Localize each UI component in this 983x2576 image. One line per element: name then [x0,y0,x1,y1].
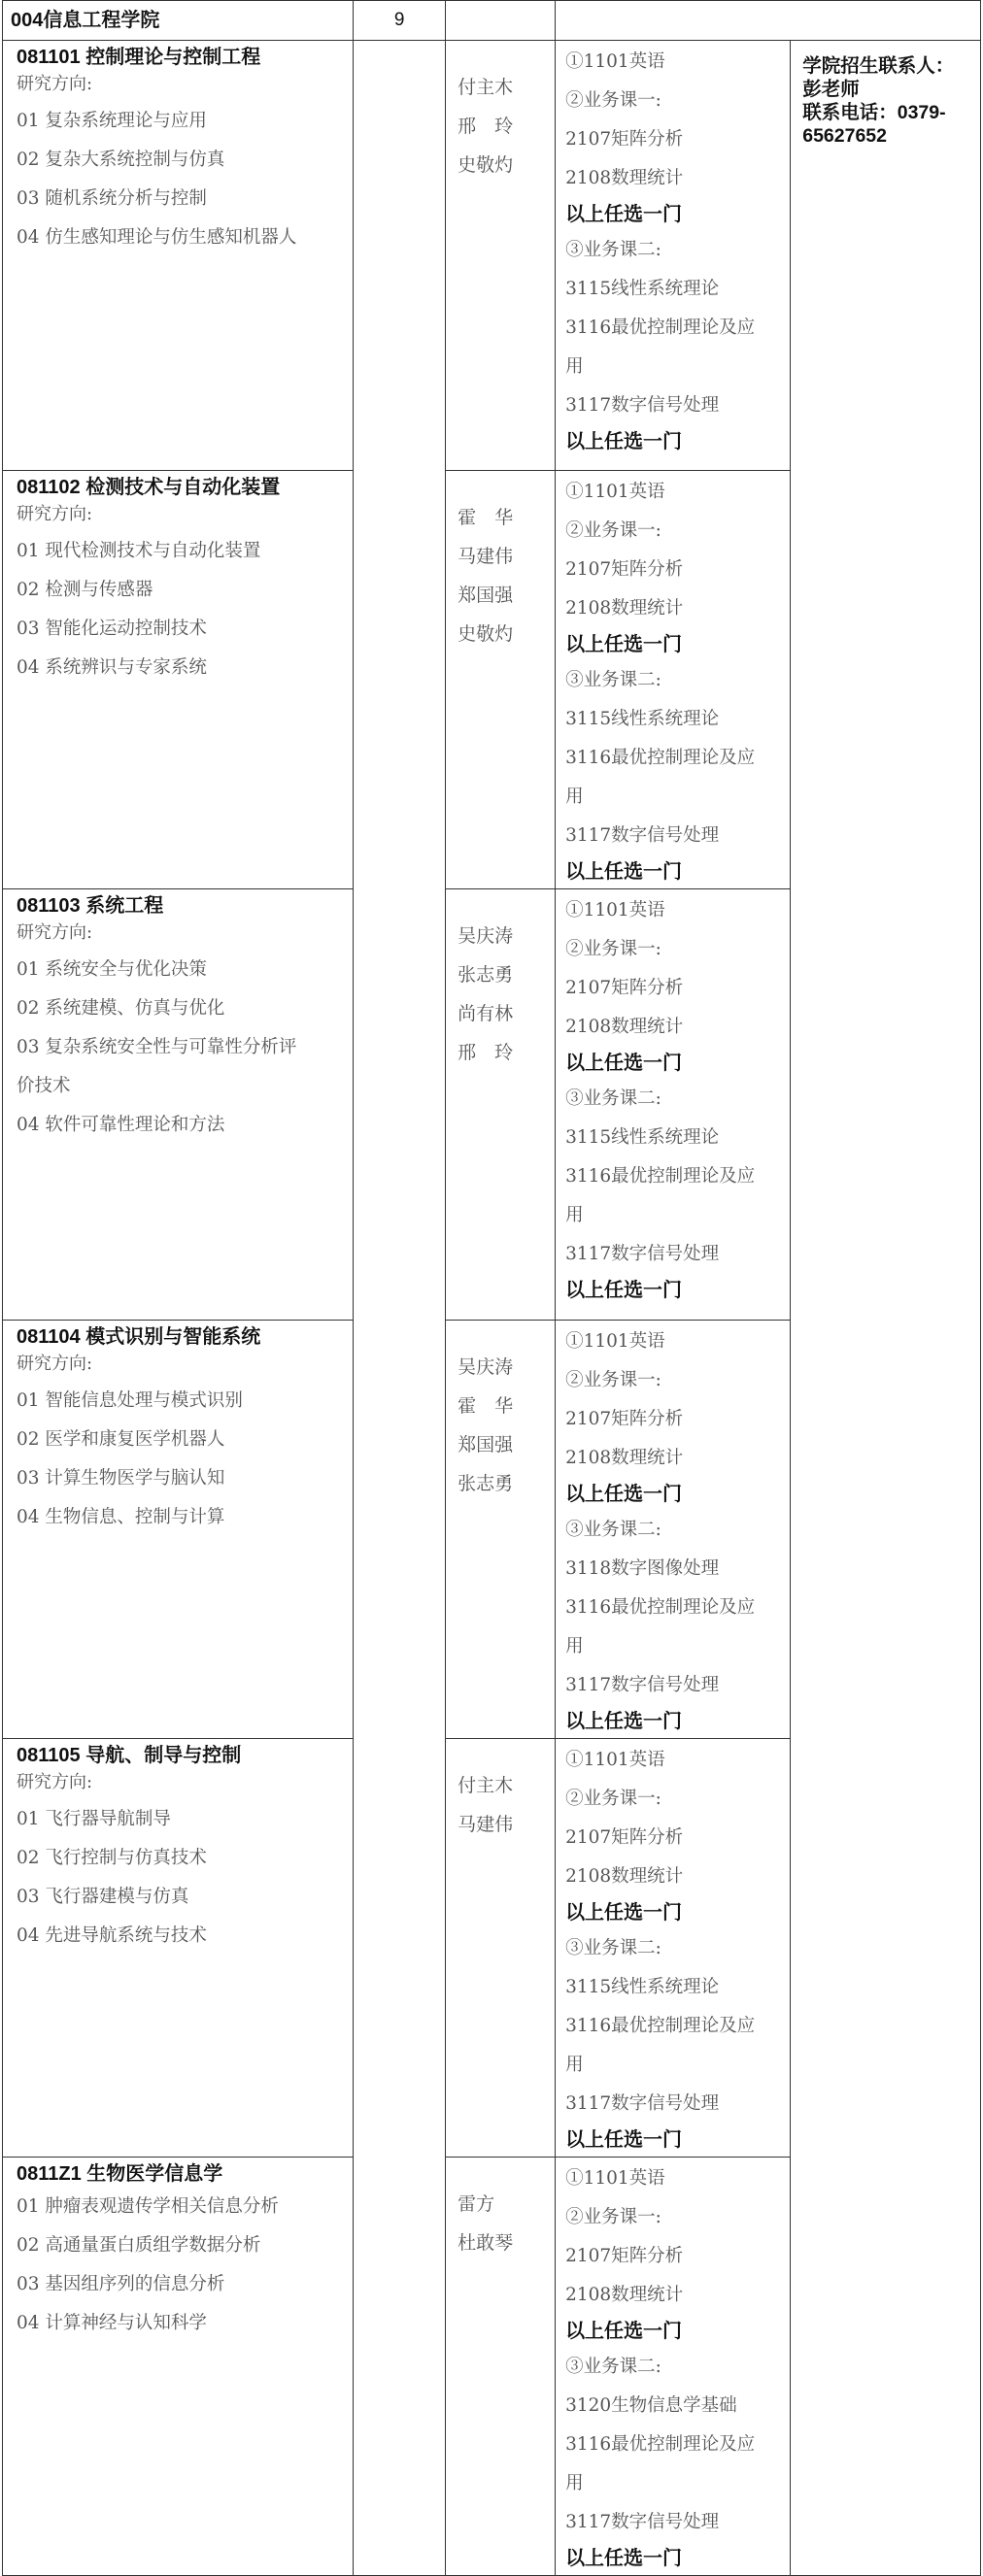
major-cell [3,471,354,889]
research-direction-label: 研究方向: [17,504,93,524]
exam-subject: ③业务课二: [565,1088,661,1109]
exam-subjects-cell [556,889,791,1321]
header-blank-cell [556,1,981,41]
contact-line: 彭老师 [802,79,860,100]
exam-subject: 2107矩阵分析 [565,978,684,998]
research-direction-item: 03 计算生物医学与脑认知 [17,1468,225,1489]
exam-subject: 2108数理统计 [565,598,684,619]
research-direction-label: 研究方向: [17,922,93,943]
exam-subject: ③业务课二: [565,240,661,260]
exam-subject: ①1101英语 [565,2168,665,2189]
research-direction-item: 02 医学和康复医学机器人 [17,1429,225,1450]
advisor-name: 付主木 [458,77,514,98]
major-title: 081103 系统工程 [17,895,164,917]
advisor-name: 郑国强 [458,1434,514,1455]
research-direction-label: 研究方向: [17,74,93,94]
exam-subject-list [556,889,790,1307]
exam-subject: 3116最优控制理论及应 [565,2016,756,2036]
advisors-cell [446,471,556,889]
exam-subject: ②业务课一: [565,1789,661,1809]
exam-subject: 用 [565,786,584,807]
exam-subject: ①1101英语 [565,1331,665,1352]
research-direction-item: 03 基因组序列的信息分析 [17,2274,225,2294]
exam-subject: 3117数字信号处理 [565,1244,720,1264]
research-direction-item: 04 软件可靠性理论和方法 [17,1115,225,1135]
exam-subject: ①1101英语 [565,482,665,502]
research-direction-list [3,1800,353,1956]
admissions-table-page [2,0,981,2569]
advisors-cell [446,1321,556,1739]
research-direction-list [3,1382,353,1537]
exam-subject: 3116最优控制理论及应 [565,2434,756,2455]
exam-subject: 3116最优控制理论及应 [565,318,756,338]
advisor-list [446,1321,555,1503]
exam-subject: 用 [565,2473,584,2493]
advisor-name: 张志勇 [458,964,514,986]
advisor-list [446,1739,555,1844]
exam-subject: 2107矩阵分析 [565,559,684,580]
advisor-name: 史敬灼 [458,154,514,176]
contact-line: 联系电话：0379- [802,102,946,123]
advisor-list [446,41,555,184]
exam-subject: 2108数理统计 [565,2285,684,2305]
exam-subject: ②业务课一: [565,520,661,541]
advisor-name: 吴庆涛 [458,925,514,947]
exam-subjects-cell [556,471,791,889]
advisor-list [446,889,555,1072]
advisor-name: 邢 玲 [458,116,514,137]
exam-subject: ③业务课二: [565,1938,661,1958]
exam-subjects-cell [556,2158,791,2576]
major-title: 0811Z1 生物医学信息学 [17,2163,223,2185]
research-direction-item: 价技术 [17,1076,71,1096]
exam-subjects-cell [556,1321,791,1739]
exam-subject: ③业务课二: [565,670,661,690]
enrollment-count: 9 [393,10,405,30]
exam-subject-list [556,41,790,458]
major-cell [3,889,354,1321]
research-direction-item: 02 高通量蛋白质组学数据分析 [17,2235,261,2256]
exam-choice-note: 以上任选一门 [565,2129,683,2151]
exam-subject: 3115线性系统理论 [565,1977,720,1997]
exam-choice-note: 以上任选一门 [565,634,683,655]
exam-subject: 3117数字信号处理 [565,1675,720,1695]
research-direction-list [3,532,353,687]
research-direction-item: 03 随机系统分析与控制 [17,188,207,209]
exam-subject: 3120生物信息学基础 [565,2395,737,2416]
exam-subject: 3115线性系统理论 [565,709,720,729]
major-cell [3,1321,354,1739]
research-direction-item: 01 现代检测技术与自动化装置 [17,541,261,561]
major-title: 081104 模式识别与智能系统 [17,1326,261,1348]
exam-subject: ③业务课二: [565,1520,661,1540]
exam-subject: 3117数字信号处理 [565,2512,720,2532]
exam-choice-note: 以上任选一门 [565,2321,683,2342]
exam-subject: 用 [565,356,584,377]
contact-line: 学院招生联系人： [802,55,955,77]
research-direction-item: 01 肿瘤表观遗传学相关信息分析 [17,2196,279,2217]
exam-choice-note: 以上任选一门 [565,861,683,883]
exam-subject: 3116最优控制理论及应 [565,1597,756,1618]
major-title: 081102 检测技术与自动化装置 [17,477,281,498]
exam-subject: 3115线性系统理论 [565,279,720,299]
exam-subject: ③业务课二: [565,2357,661,2377]
exam-subject: 3117数字信号处理 [565,825,720,846]
advisor-name: 付主木 [458,1775,514,1796]
exam-subject: 用 [565,2055,584,2075]
header-blank-cell [446,1,556,41]
advisors-cell [446,41,556,471]
college-name: 004信息工程学院 [11,10,160,31]
advisor-name: 杜敢琴 [458,2232,514,2254]
advisors-cell [446,2158,556,2576]
research-direction-item: 04 系统辨识与专家系统 [17,657,207,678]
advisor-name: 吴庆涛 [458,1356,514,1378]
exam-subject: ②业务课一: [565,90,661,111]
major-row [3,41,981,471]
advisor-name: 马建伟 [458,1814,514,1835]
research-direction-item: 01 复杂系统理论与应用 [17,111,207,131]
exam-choice-note: 以上任选一门 [565,1902,683,1924]
exam-subject: ①1101英语 [565,900,665,920]
exam-choice-note: 以上任选一门 [565,1053,683,1074]
contact-cell [791,41,981,2576]
advisor-name: 邢 玲 [458,1042,514,1063]
research-direction-list [3,2188,353,2343]
exam-subject: 3118数字图像处理 [565,1558,720,1579]
research-direction-item: 03 智能化运动控制技术 [17,619,207,639]
exam-subject: 2107矩阵分析 [565,129,684,150]
exam-subject: 用 [565,1636,584,1656]
advisor-name: 张志勇 [458,1473,514,1494]
advisor-name: 霍 华 [458,507,514,528]
research-direction-item: 02 飞行控制与仿真技术 [17,1848,207,1868]
research-direction-item: 02 检测与传感器 [17,580,153,600]
exam-subjects-cell [556,41,791,471]
enrollment-blank-cell [354,41,446,2576]
exam-subject: 2108数理统计 [565,1017,684,1037]
exam-choice-note: 以上任选一门 [565,1711,683,1732]
exam-subjects-cell [556,1739,791,2158]
research-direction-item: 03 飞行器建模与仿真 [17,1887,189,1907]
exam-subject: ②业务课一: [565,2207,661,2227]
major-cell [3,41,354,471]
advisor-name: 史敬灼 [458,623,514,645]
research-direction-item: 01 飞行器导航制导 [17,1809,171,1829]
major-cell [3,1739,354,2158]
exam-subject: 用 [565,1205,584,1225]
exam-subject: 2108数理统计 [565,168,684,188]
advisor-name: 郑国强 [458,585,514,606]
major-title: 081105 导航、制导与控制 [17,1745,242,1766]
exam-choice-note: 以上任选一门 [565,204,683,225]
research-direction-item: 02 复杂大系统控制与仿真 [17,150,225,170]
advisor-list [446,2158,555,2262]
advisor-list [446,471,555,653]
research-direction-list [3,951,353,1145]
major-cell [3,2158,354,2576]
admissions-contact [791,41,980,148]
exam-subject: 2108数理统计 [565,1448,684,1468]
exam-subject: 3116最优控制理论及应 [565,1166,756,1187]
research-direction-item: 01 智能信息处理与模式识别 [17,1390,243,1411]
exam-choice-note: 以上任选一门 [565,1280,683,1301]
research-direction-item: 04 先进导航系统与技术 [17,1925,207,1946]
research-direction-item: 02 系统建模、仿真与优化 [17,998,225,1019]
exam-subject: 2108数理统计 [565,1866,684,1887]
exam-subject: ②业务课一: [565,939,661,959]
advisor-name: 尚有林 [458,1003,514,1024]
major-title: 081101 控制理论与控制工程 [17,47,261,68]
exam-subject: 3115线性系统理论 [565,1127,720,1148]
exam-subject: 3116最优控制理论及应 [565,748,756,768]
exam-choice-note: 以上任选一门 [565,2548,683,2569]
research-direction-item: 04 生物信息、控制与计算 [17,1507,225,1527]
advisor-name: 马建伟 [458,546,514,567]
exam-subject: 2107矩阵分析 [565,1827,684,1848]
exam-subject: 3117数字信号处理 [565,2093,720,2114]
advisors-cell [446,889,556,1321]
exam-subject-list [556,1321,790,1738]
research-direction-list [3,102,353,257]
exam-subject: ①1101英语 [565,51,665,72]
college-name-cell [3,1,354,41]
research-direction-label: 研究方向: [17,1354,93,1374]
contact-line: 65627652 [802,125,887,147]
exam-choice-note: 以上任选一门 [565,431,683,452]
exam-choice-note: 以上任选一门 [565,1484,683,1505]
exam-subject: 2107矩阵分析 [565,1409,684,1429]
exam-subject: 3117数字信号处理 [565,395,720,416]
advisors-cell [446,1739,556,2158]
exam-subject: ①1101英语 [565,1750,665,1770]
exam-subject: ②业务课一: [565,1370,661,1390]
enrollment-count-cell [354,1,446,41]
exam-subject-list [556,1739,790,2157]
college-header-row [3,1,981,41]
research-direction-item: 01 系统安全与优化决策 [17,959,207,980]
research-direction-item: 04 计算神经与认知科学 [17,2313,207,2333]
exam-subject: 2107矩阵分析 [565,2246,684,2266]
advisor-name: 雷方 [458,2193,495,2215]
exam-subject-list [556,471,790,888]
exam-subject-list [556,2158,790,2575]
research-direction-item: 04 仿生感知理论与仿生感知机器人 [17,227,297,248]
advisor-name: 霍 华 [458,1395,514,1417]
research-direction-item: 03 复杂系统安全性与可靠性分析评 [17,1037,297,1057]
admissions-table [2,0,981,2576]
research-direction-label: 研究方向: [17,1772,93,1792]
